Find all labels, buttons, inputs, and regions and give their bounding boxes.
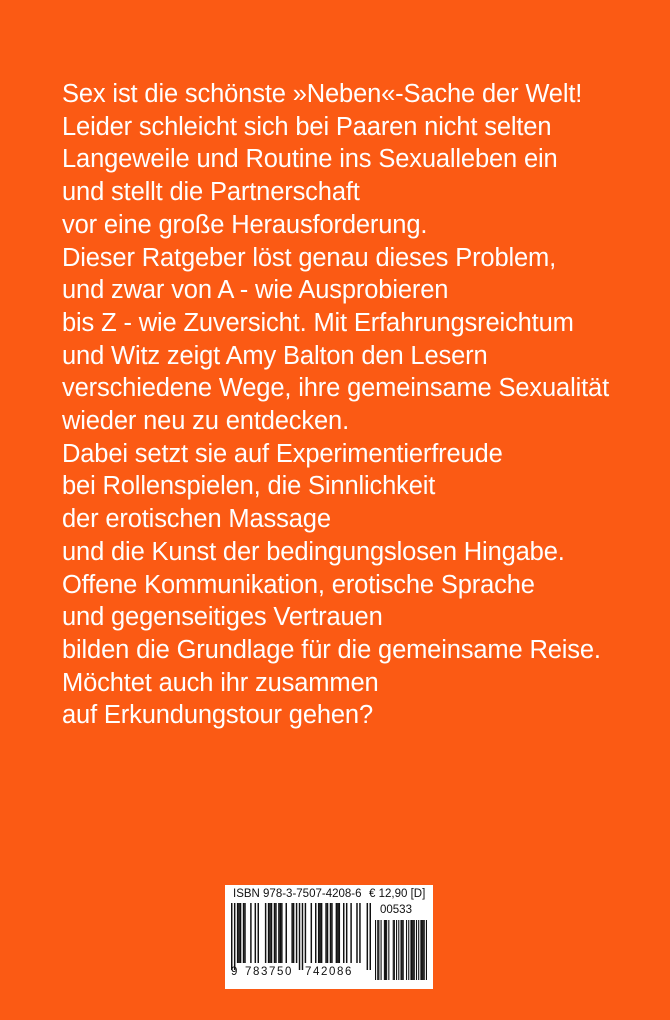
barcode-bar — [291, 903, 292, 963]
blurb-line: Dabei setzt sie auf Experimentierfreude — [62, 439, 503, 468]
barcode-bar — [403, 920, 404, 980]
barcode-bar — [350, 903, 351, 963]
barcode-bar — [384, 920, 385, 980]
barcode-bar — [237, 903, 238, 963]
barcode-bar — [244, 903, 245, 963]
barcode-bar — [378, 920, 379, 980]
barcode-bar — [367, 903, 368, 970]
barcode-bar — [375, 920, 376, 980]
barcode-bar — [388, 920, 389, 980]
barcode-bar — [408, 920, 409, 980]
blurb-line: bei Rollenspielen, die Sinnlichkeit — [62, 472, 436, 501]
barcode-bar — [416, 920, 417, 980]
blurb-line: auf Erkundungstour gehen? — [62, 701, 373, 730]
barcode-bar — [421, 920, 422, 980]
blurb-line: Sex ist die schönste »Neben«-Sache der Welt! — [62, 80, 583, 108]
barcode-bar — [336, 903, 337, 963]
barcode-bar — [413, 920, 414, 980]
barcode-bar — [318, 903, 319, 963]
barcode-bar — [305, 903, 306, 963]
back-cover-blurb — [62, 78, 652, 732]
barcode-bar — [271, 903, 272, 963]
barcode-bar — [400, 920, 401, 980]
barcode-bar — [346, 903, 347, 963]
blurb-line: bilden die Grundlage für die gemeinsame Reise. — [62, 635, 601, 664]
barcode-digits-left: 783750 — [245, 966, 293, 978]
barcode-bar — [315, 903, 316, 963]
barcode-bar — [398, 920, 399, 980]
barcode-bar — [393, 920, 394, 980]
blurb-line: bis Z - wie Zuversicht. Mit Erfahrungsreichtum — [62, 308, 574, 337]
barcode-bar — [386, 920, 387, 980]
barcode-bar — [394, 920, 395, 980]
barcode-bar — [426, 920, 427, 980]
barcode-digits-right: 742086 — [305, 966, 353, 978]
barcode-bar — [234, 903, 235, 970]
barcode-bar — [274, 903, 275, 963]
barcode-bar — [275, 903, 276, 963]
barcode-bar — [420, 920, 421, 980]
blurb-line: verschiedene Wege, ihre gemeinsame Sexualität — [62, 374, 610, 403]
barcode-bar — [296, 903, 297, 963]
blurb-line: Dieser Ratgeber löst genau dieses Problem, — [62, 243, 557, 272]
blurb-line: wieder neu zu entdecken. — [62, 407, 350, 436]
barcode-bar — [330, 903, 331, 963]
addon-code: 00533 — [380, 904, 412, 916]
barcode-bar — [331, 903, 332, 963]
barcode-bar — [410, 920, 411, 980]
blurb-line: und stellt die Partnerschaft — [62, 178, 360, 207]
barcode-bar — [396, 920, 397, 980]
barcode-bar — [278, 903, 279, 963]
barcode-bar — [250, 903, 251, 963]
barcode-bar — [339, 903, 340, 963]
barcode-bar — [286, 903, 287, 963]
barcode-bar — [243, 903, 244, 963]
barcode-bar — [406, 920, 407, 980]
blurb-line: und Witz zeigt Amy Balton den Lesern — [62, 341, 488, 370]
blurb-line: und gegenseitiges Vertrauen — [62, 603, 383, 632]
ean13-barcode — [231, 903, 371, 971]
blurb-line: Offene Kommunikation, erotische Sprache — [62, 570, 535, 599]
barcode-bar — [343, 903, 344, 963]
barcode-bar — [321, 903, 322, 963]
barcode-bar — [381, 920, 382, 980]
barcode-bar — [385, 920, 386, 980]
price-tag: € 12,90 [D] — [369, 888, 426, 900]
blurb-line: und zwar von A - wie Ausprobieren — [62, 276, 449, 305]
barcode-bar — [258, 903, 259, 963]
barcode-bar — [281, 903, 282, 963]
barcode-bar — [418, 920, 419, 980]
barcode-bar — [325, 903, 326, 963]
barcode-bar — [327, 903, 328, 963]
barcode-bar — [412, 920, 413, 980]
barcode-label — [225, 885, 433, 989]
barcode-bar — [302, 903, 303, 970]
blurb-line: Möchtet auch ihr zusammen — [62, 668, 379, 697]
blurb-line: der erotischen Massage — [62, 505, 331, 534]
barcode-bar — [359, 903, 360, 963]
barcode-bar — [268, 903, 269, 963]
barcode-bar — [280, 903, 281, 963]
barcode-bar — [231, 903, 232, 970]
barcode-bar — [240, 903, 241, 963]
barcode-digit-first: 9 — [231, 966, 238, 978]
barcode-bar — [265, 903, 266, 963]
barcode-bar — [255, 903, 256, 963]
blurb-line: vor eine große Herausforderung. — [62, 210, 428, 239]
addon-barcode — [375, 920, 427, 980]
barcode-bar — [238, 903, 239, 963]
barcode-bar — [269, 903, 270, 963]
barcode-bar — [370, 903, 371, 970]
blurb-line: Langeweile und Routine ins Sexualleben ein — [62, 145, 558, 174]
barcode-bar — [377, 920, 378, 980]
barcode-bar — [293, 903, 294, 963]
barcode-bar — [424, 920, 425, 980]
blurb-line: und die Kunst der bedingungslosen Hingabe. — [62, 537, 565, 566]
barcode-bar — [414, 920, 415, 980]
barcode-bar — [337, 903, 338, 963]
barcode-bar — [402, 920, 403, 980]
blurb-line: Leider schleicht sich bei Paaren nicht selten — [62, 112, 552, 141]
barcode-bar — [356, 903, 357, 963]
isbn-number: ISBN 978-3-7507-4208-6 — [233, 888, 362, 900]
barcode-bar — [311, 903, 312, 963]
barcode-bar — [299, 903, 300, 970]
barcode-bar — [423, 920, 424, 980]
barcode-bar — [319, 903, 320, 963]
